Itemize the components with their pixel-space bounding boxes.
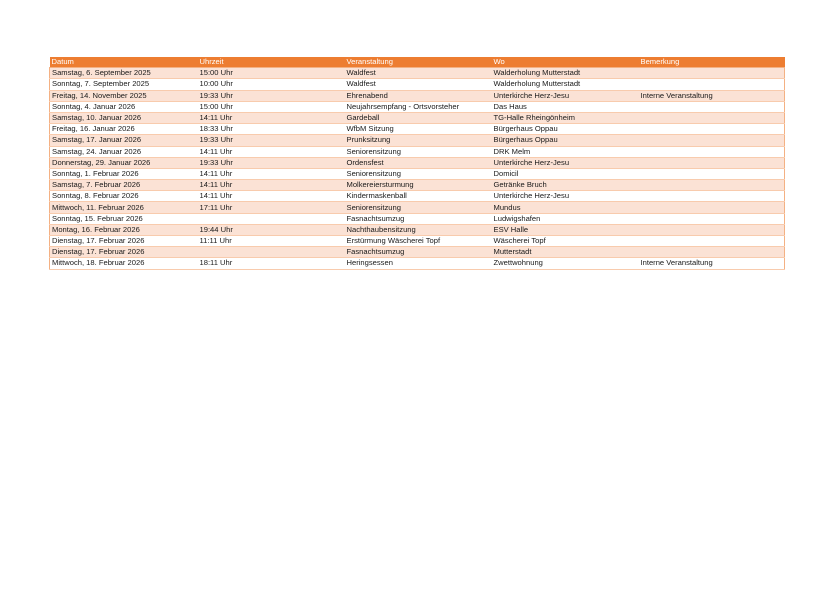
header-veranstaltung: Veranstaltung [345,57,492,68]
cell-wo: ESV Halle [492,224,639,235]
cell-bemerkung [639,180,785,191]
event-schedule-sheet [49,57,784,270]
cell-bemerkung: Interne Veranstaltung [639,90,785,101]
table-row [50,135,785,146]
cell-datum: Sonntag, 4. Januar 2026 [50,101,198,112]
cell-veranstaltung: Waldfest [345,68,492,79]
cell-uhrzeit: 19:44 Uhr [198,224,345,235]
cell-bemerkung [639,124,785,135]
cell-bemerkung [639,236,785,247]
table-row [50,146,785,157]
cell-veranstaltung: Seniorensitzung [345,168,492,179]
cell-wo: Walderholung Mutterstadt [492,68,639,79]
cell-datum: Sonntag, 7. September 2025 [50,79,198,90]
cell-datum: Mittwoch, 11. Februar 2026 [50,202,198,213]
cell-datum: Samstag, 24. Januar 2026 [50,146,198,157]
cell-wo: Unterkirche Herz-Jesu [492,90,639,101]
cell-bemerkung [639,224,785,235]
table-row [50,124,785,135]
cell-datum: Sonntag, 8. Februar 2026 [50,191,198,202]
table-row [50,258,785,269]
cell-wo: Bürgerhaus Oppau [492,124,639,135]
table-row [50,224,785,235]
cell-uhrzeit: 14:11 Uhr [198,146,345,157]
cell-veranstaltung: Prunksitzung [345,135,492,146]
cell-veranstaltung: Erstürmung Wäscherei Topf [345,236,492,247]
cell-veranstaltung: Heringsessen [345,258,492,269]
cell-uhrzeit [198,213,345,224]
cell-uhrzeit [198,247,345,258]
cell-uhrzeit: 11:11 Uhr [198,236,345,247]
cell-datum: Freitag, 14. November 2025 [50,90,198,101]
table-row [50,90,785,101]
cell-bemerkung [639,168,785,179]
cell-datum: Samstag, 6. September 2025 [50,68,198,79]
cell-datum: Dienstag, 17. Februar 2026 [50,247,198,258]
table-row [50,112,785,123]
cell-uhrzeit: 14:11 Uhr [198,168,345,179]
cell-bemerkung [639,101,785,112]
cell-uhrzeit: 14:11 Uhr [198,180,345,191]
event-schedule-table [49,57,785,270]
table-row [50,79,785,90]
table-row [50,247,785,258]
table-row [50,168,785,179]
cell-wo: Domicil [492,168,639,179]
cell-bemerkung [639,247,785,258]
cell-wo: Walderholung Mutterstadt [492,79,639,90]
cell-datum: Montag, 16. Februar 2026 [50,224,198,235]
table-row [50,213,785,224]
cell-veranstaltung: Gardeball [345,112,492,123]
cell-wo: DRK Melm [492,146,639,157]
table-row [50,236,785,247]
table-row [50,191,785,202]
header-datum: Datum [50,57,198,68]
cell-veranstaltung: Waldfest [345,79,492,90]
cell-datum: Dienstag, 17. Februar 2026 [50,236,198,247]
cell-datum: Sonntag, 1. Februar 2026 [50,168,198,179]
cell-uhrzeit: 15:00 Uhr [198,101,345,112]
cell-veranstaltung: WfbM Sitzung [345,124,492,135]
cell-uhrzeit: 18:33 Uhr [198,124,345,135]
cell-uhrzeit: 19:33 Uhr [198,135,345,146]
cell-datum: Donnerstag, 29. Januar 2026 [50,157,198,168]
header-wo: Wo [492,57,639,68]
cell-wo: Zwettwohnung [492,258,639,269]
cell-wo: Mundus [492,202,639,213]
table-header-row [50,57,785,68]
cell-datum: Samstag, 7. Februar 2026 [50,180,198,191]
cell-wo: Unterkirche Herz-Jesu [492,157,639,168]
cell-wo: Ludwigshafen [492,213,639,224]
table-row [50,157,785,168]
cell-uhrzeit: 18:11 Uhr [198,258,345,269]
cell-uhrzeit: 19:33 Uhr [198,157,345,168]
header-bemerkung: Bemerkung [639,57,785,68]
cell-bemerkung [639,68,785,79]
cell-bemerkung [639,135,785,146]
cell-veranstaltung: Seniorensitzung [345,202,492,213]
cell-veranstaltung: Fasnachtsumzug [345,213,492,224]
cell-wo: TG-Halle Rheingönheim [492,112,639,123]
cell-bemerkung [639,157,785,168]
cell-wo: Wäscherei Topf [492,236,639,247]
cell-datum: Samstag, 17. Januar 2026 [50,135,198,146]
cell-datum: Sonntag, 15. Februar 2026 [50,213,198,224]
cell-bemerkung [639,191,785,202]
cell-wo: Bürgerhaus Oppau [492,135,639,146]
cell-datum: Mittwoch, 18. Februar 2026 [50,258,198,269]
cell-veranstaltung: Molkereiersturmung [345,180,492,191]
cell-wo: Mutterstadt [492,247,639,258]
cell-uhrzeit: 14:11 Uhr [198,112,345,123]
table-row [50,101,785,112]
cell-datum: Freitag, 16. Januar 2026 [50,124,198,135]
cell-uhrzeit: 19:33 Uhr [198,90,345,101]
cell-uhrzeit: 15:00 Uhr [198,68,345,79]
table-row [50,68,785,79]
table-row [50,180,785,191]
cell-bemerkung [639,79,785,90]
cell-veranstaltung: Nachthaubensitzung [345,224,492,235]
cell-veranstaltung: Fasnachtsumzug [345,247,492,258]
cell-bemerkung [639,146,785,157]
cell-uhrzeit: 17:11 Uhr [198,202,345,213]
cell-veranstaltung: Neujahrsempfang - Ortsvorsteher [345,101,492,112]
cell-uhrzeit: 10:00 Uhr [198,79,345,90]
cell-wo: Getränke Bruch [492,180,639,191]
cell-datum: Samstag, 10. Januar 2026 [50,112,198,123]
cell-bemerkung [639,213,785,224]
cell-veranstaltung: Ordensfest [345,157,492,168]
cell-bemerkung: Interne Veranstaltung [639,258,785,269]
cell-veranstaltung: Seniorensitzung [345,146,492,157]
cell-bemerkung [639,202,785,213]
cell-wo: Unterkirche Herz-Jesu [492,191,639,202]
cell-wo: Das Haus [492,101,639,112]
cell-bemerkung [639,112,785,123]
table-row [50,202,785,213]
cell-veranstaltung: Ehrenabend [345,90,492,101]
header-uhrzeit: Uhrzeit [198,57,345,68]
cell-uhrzeit: 14:11 Uhr [198,191,345,202]
table-body [50,68,785,269]
cell-veranstaltung: Kindermaskenball [345,191,492,202]
